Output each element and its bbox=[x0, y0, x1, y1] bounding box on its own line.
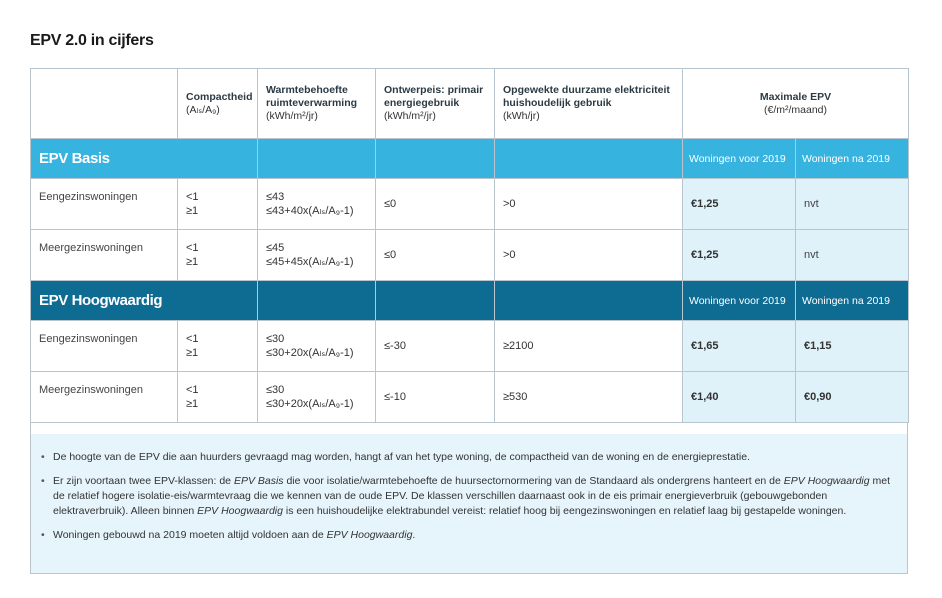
cell-epv-na: €0,90 bbox=[796, 372, 909, 423]
header-opgewekt: Opgewekte duurzame elektriciteit huishoudelijk gebruik (kWh/jr) bbox=[495, 69, 683, 139]
header-empty bbox=[31, 69, 178, 139]
section-sub-na: Woningen na 2019 bbox=[796, 281, 909, 321]
notes-panel bbox=[31, 434, 907, 573]
cell-primair: ≤0 bbox=[376, 179, 495, 230]
row-name: Eengezinswoningen bbox=[31, 321, 178, 372]
header-compactheid: Compactheid (Aₗₛ/A₉) bbox=[178, 69, 258, 139]
table-row bbox=[31, 230, 909, 281]
table-row bbox=[31, 372, 909, 423]
cell-warmtebehoefte: ≤45 ≤45+45x(Aₗₛ/A₉-1) bbox=[258, 230, 376, 281]
section-sub-na: Woningen na 2019 bbox=[796, 139, 909, 179]
cell-opgewekt: >0 bbox=[495, 179, 683, 230]
row-name: Meergezinswoningen bbox=[31, 372, 178, 423]
section-empty bbox=[376, 281, 495, 321]
cell-primair: ≤-10 bbox=[376, 372, 495, 423]
section-label: EPV Hoogwaardig bbox=[31, 281, 258, 321]
section-label: EPV Basis bbox=[31, 139, 258, 179]
section-empty bbox=[258, 281, 376, 321]
cell-compactheid: <1 ≥1 bbox=[178, 179, 258, 230]
cell-epv-na: nvt bbox=[796, 179, 909, 230]
cell-epv-na: €1,15 bbox=[796, 321, 909, 372]
section-sub-voor: Woningen voor 2019 bbox=[683, 139, 796, 179]
cell-opgewekt: ≥530 bbox=[495, 372, 683, 423]
table-row bbox=[31, 321, 909, 372]
row-name: Eengezinswoningen bbox=[31, 179, 178, 230]
page-title: EPV 2.0 in cijfers bbox=[30, 32, 154, 49]
header-warmtebehoefte: Warmtebehoefte ruimteverwarming (kWh/m²/jr) bbox=[258, 69, 376, 139]
section-row-basis bbox=[31, 139, 909, 179]
note-item: • Woningen gebouwd na 2019 moeten altijd voldoen aan de EPV Hoogwaardig. bbox=[41, 528, 893, 543]
cell-primair: ≤0 bbox=[376, 230, 495, 281]
note-item: • De hoogte van de EPV die aan huurders gevraagd mag worden, hangt af van het type woning, de compactheid van de woning en de energieprestatie. bbox=[41, 450, 893, 465]
epv-table bbox=[30, 68, 909, 423]
note-item: • Er zijn voortaan twee EPV-klassen: de EPV Basis die voor isolatie/warmtebehoefte de huursectornormering van de Standaard als ondergrens hanteert en de EPV Hoogwaardig met de relatief hogere isolatie-eis/warmtevraag die we kennen van de oude EPV. De klassen verschillen daarnaast ook in de eis primair energieverbruik (gebouwgebonden elektraverbruik). Alleen binnen EPV Hoogwaardig is een huishoudelijke elektrabundel vereist: relatief hoog bij eengezinswoningen en relatief laag bij gestapelde woningen. bbox=[41, 474, 893, 519]
cell-opgewekt: >0 bbox=[495, 230, 683, 281]
row-name: Meergezinswoningen bbox=[31, 230, 178, 281]
section-row-hoogwaardig bbox=[31, 281, 909, 321]
header-maximale-epv: Maximale EPV (€/m²/maand) bbox=[683, 69, 909, 139]
header-ontwerpeis: Ontwerpeis: primair energiegebruik (kWh/m²/jr) bbox=[376, 69, 495, 139]
notes-list bbox=[41, 450, 893, 543]
cell-opgewekt: ≥2100 bbox=[495, 321, 683, 372]
cell-epv-na: nvt bbox=[796, 230, 909, 281]
cell-compactheid: <1 ≥1 bbox=[178, 321, 258, 372]
cell-epv-voor: €1,65 bbox=[683, 321, 796, 372]
section-sub-voor: Woningen voor 2019 bbox=[683, 281, 796, 321]
cell-epv-voor: €1,25 bbox=[683, 230, 796, 281]
section-empty bbox=[376, 139, 495, 179]
section-empty bbox=[258, 139, 376, 179]
cell-primair: ≤-30 bbox=[376, 321, 495, 372]
cell-warmtebehoefte: ≤43 ≤43+40x(Aₗₛ/A₉-1) bbox=[258, 179, 376, 230]
cell-warmtebehoefte: ≤30 ≤30+20x(Aₗₛ/A₉-1) bbox=[258, 321, 376, 372]
table-row bbox=[31, 179, 909, 230]
cell-compactheid: <1 ≥1 bbox=[178, 230, 258, 281]
cell-warmtebehoefte: ≤30 ≤30+20x(Aₗₛ/A₉-1) bbox=[258, 372, 376, 423]
cell-epv-voor: €1,40 bbox=[683, 372, 796, 423]
cell-compactheid: <1 ≥1 bbox=[178, 372, 258, 423]
section-empty bbox=[495, 139, 683, 179]
section-empty bbox=[495, 281, 683, 321]
header-row bbox=[31, 69, 909, 139]
cell-epv-voor: €1,25 bbox=[683, 179, 796, 230]
